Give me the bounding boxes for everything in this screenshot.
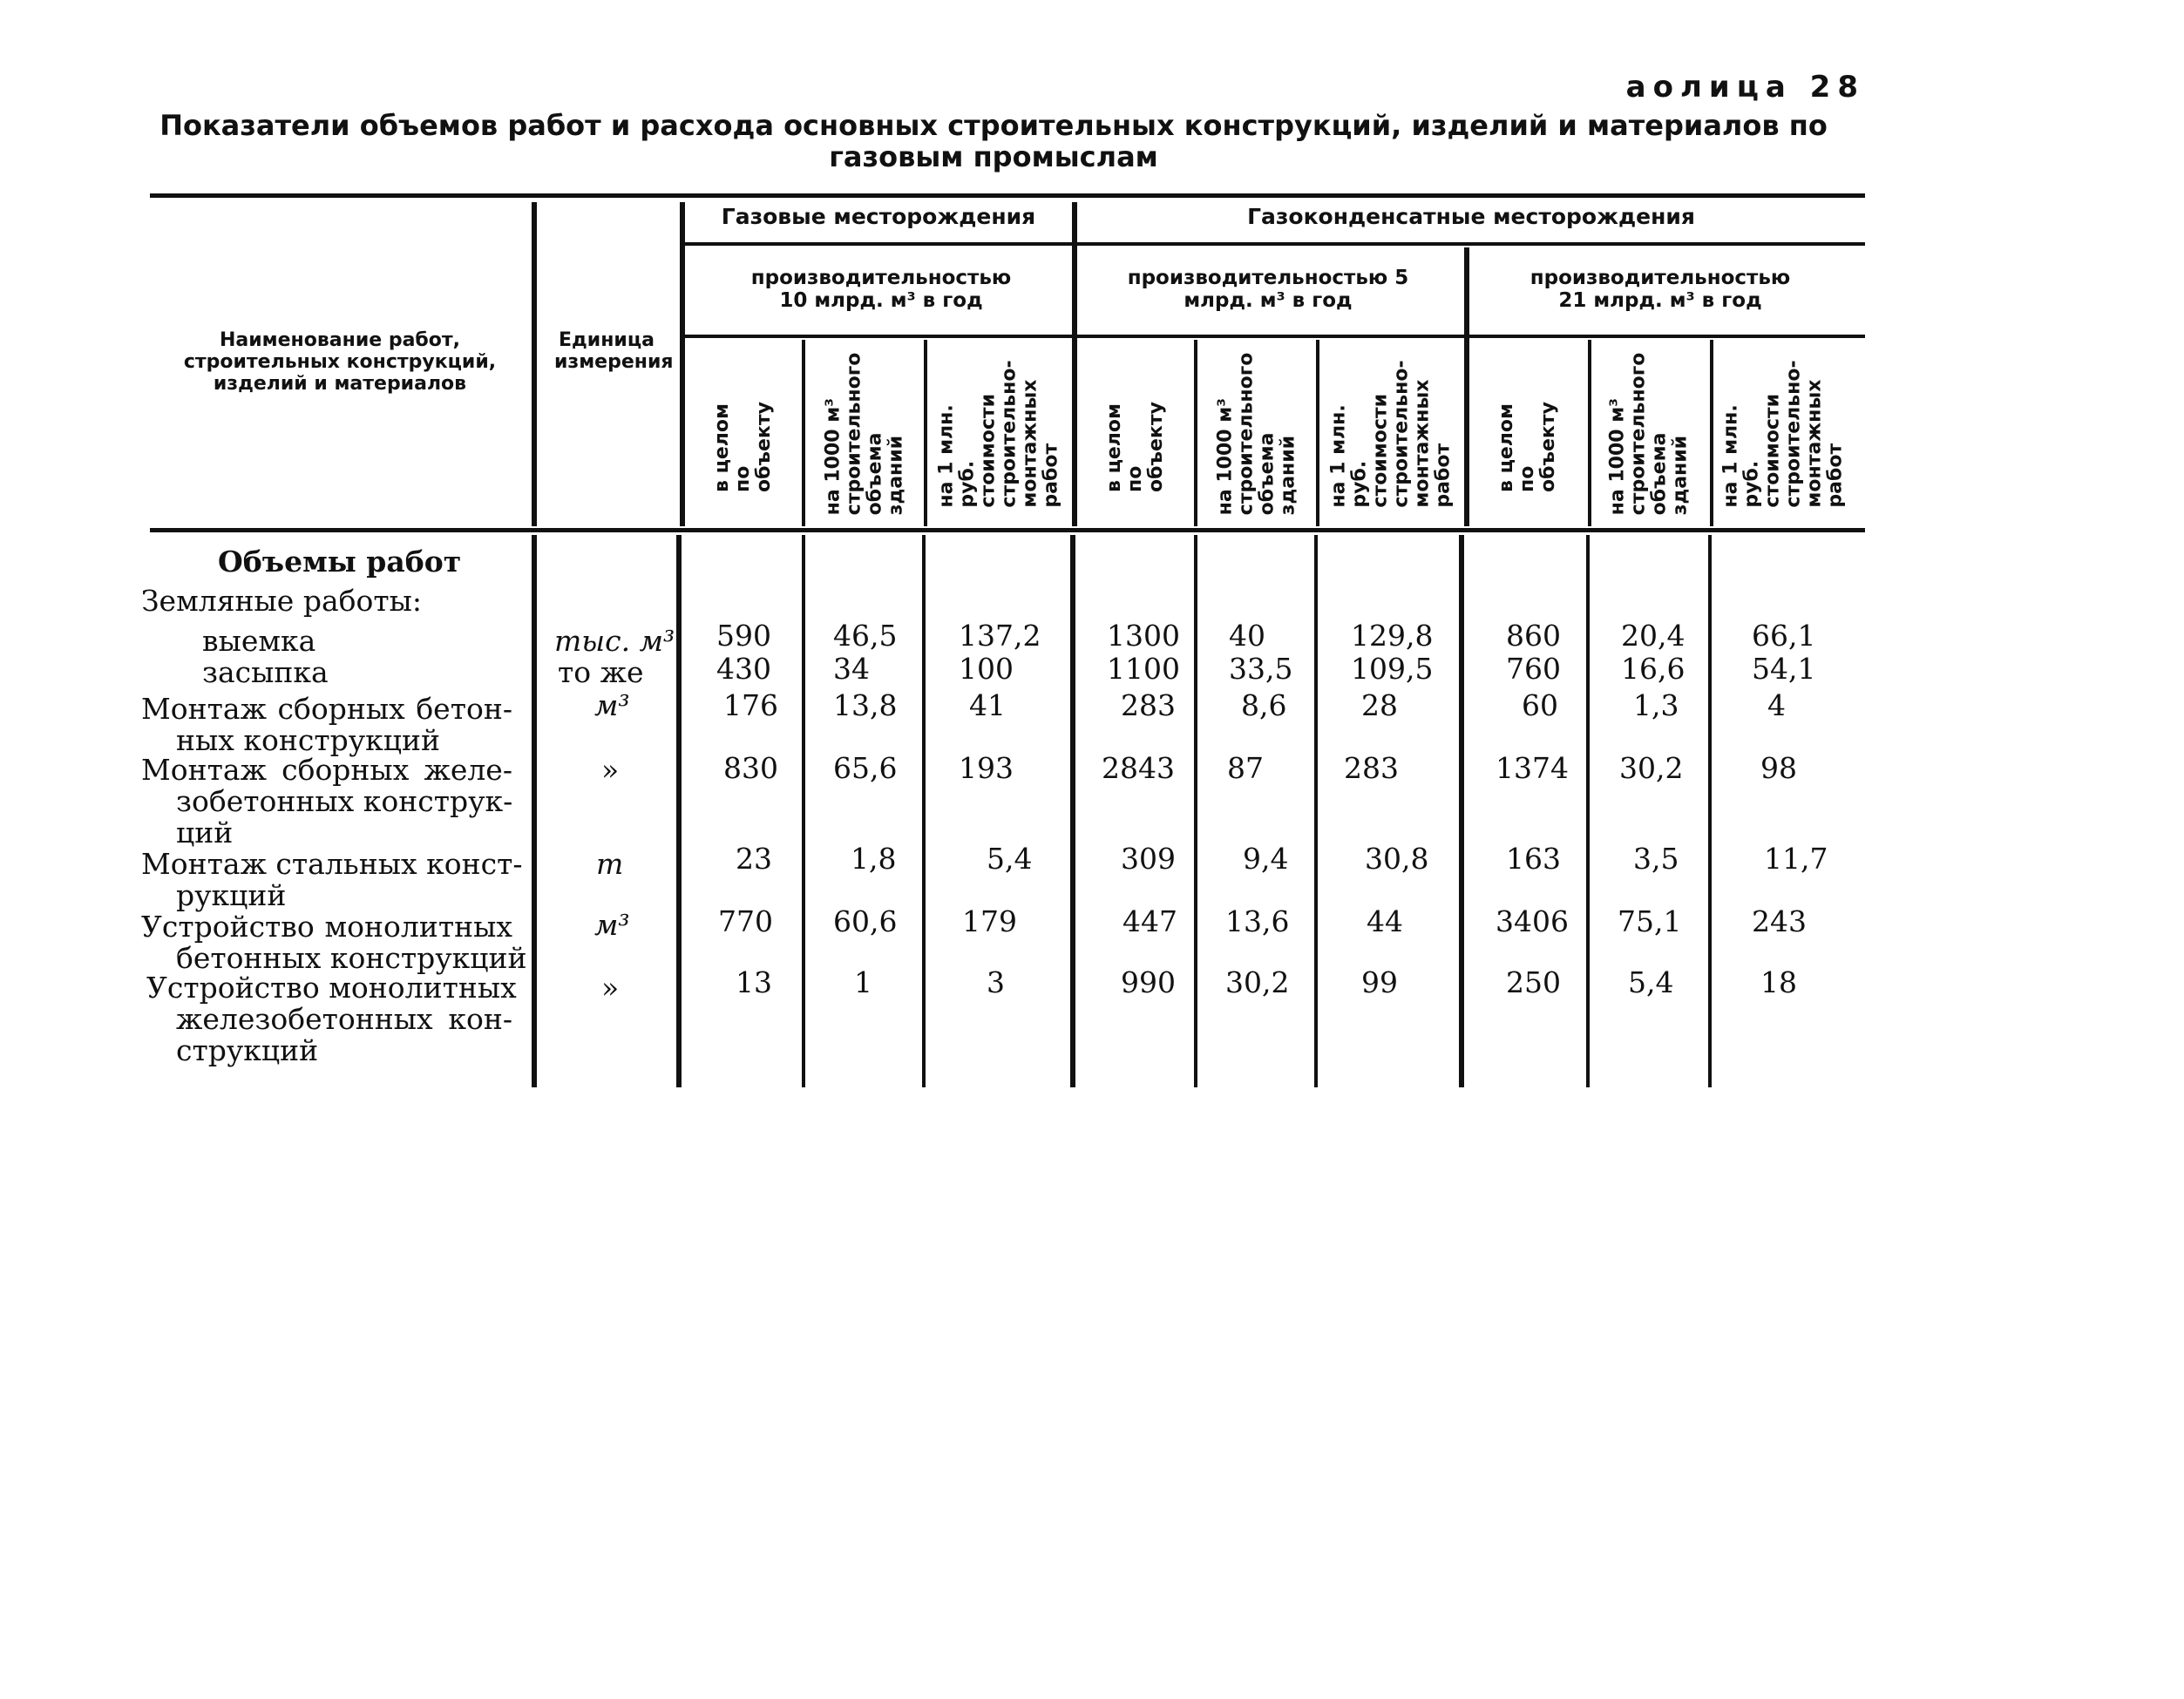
cell-value: 16,6 [1621, 652, 1685, 686]
vrule-col7 [1586, 535, 1590, 1087]
cell-value: 60,6 [833, 904, 898, 938]
row-name-ustr-zhb-1: Устройство монолитных [146, 971, 517, 1005]
vrule-col1 [802, 535, 805, 1087]
header-col-per1000-cond21: на 1000 м³ строительного объема зданий [1606, 352, 1691, 515]
cell-value: 137,2 [959, 619, 1041, 653]
cell-value: 3,5 [1633, 842, 1679, 876]
row-name-montazh-stal-1: Монтаж стальных конст- [141, 847, 523, 881]
cell-value: 41 [969, 688, 1006, 722]
cell-value: 9,4 [1243, 842, 1289, 876]
cell-value: 46,5 [833, 619, 898, 653]
sub-rule-cond [1077, 335, 1865, 338]
cell-value: 1,3 [1633, 688, 1679, 722]
cell-value: 1374 [1496, 751, 1569, 785]
cell-value: 20,4 [1621, 619, 1685, 653]
header-bottom-rule [150, 528, 1865, 532]
cell-value: 243 [1752, 904, 1807, 938]
header-group-gas: Газовые месторождения [721, 204, 1036, 229]
cell-value: 99 [1361, 965, 1398, 999]
cell-value: 860 [1506, 619, 1561, 653]
row-name-zasypka: засыпка [202, 655, 329, 689]
cell-value: 193 [959, 751, 1014, 785]
cell-value: 1300 [1107, 619, 1180, 653]
vrule-col8 [1708, 535, 1712, 1087]
cell-value: 430 [716, 652, 771, 686]
table-top-rule [150, 193, 1865, 198]
row-name-montazh-stal-2: рукций [176, 878, 287, 912]
header-sub-cond-5: производительностью 5 млрд. м³ в год [1127, 267, 1409, 312]
header-col-per1000-cond5: на 1000 м³ строительного объема зданий [1214, 352, 1299, 515]
row-unit: м³ [594, 688, 630, 722]
section-heading: Объемы работ [218, 545, 462, 579]
cell-value: 283 [1121, 688, 1176, 722]
cell-value: 33,5 [1229, 652, 1293, 686]
cell-value: 100 [959, 652, 1014, 686]
header-col-total-gas10: в целом по объекту [711, 401, 775, 492]
row-unit: м³ [594, 908, 630, 942]
cell-value: 990 [1121, 965, 1176, 999]
row-name-montazh-zhb-3: ций [176, 816, 234, 850]
cell-value: 447 [1123, 904, 1177, 938]
header-group-condensate: Газоконденсатные месторождения [1247, 204, 1695, 229]
cell-value: 179 [962, 904, 1017, 938]
vrule-col5 [1314, 535, 1318, 1087]
header-col-per1000-gas10: на 1000 м³ строительного объема зданий [822, 352, 906, 515]
cell-value: 13,6 [1225, 904, 1290, 938]
page-title: Показатели объемов работ и расхода основных строительных конструкций, изделий и материалов по газовым промыслам [159, 109, 1828, 173]
cell-value: 590 [716, 619, 771, 653]
header-col-total-cond21: в целом по объекту [1496, 401, 1559, 492]
header-col-permln-cond21: на 1 млн. руб. стоимости строительно-монтажных работ [1720, 359, 1848, 508]
vrule-cond5-cond21 [1459, 535, 1464, 1087]
cell-value: 66,1 [1752, 619, 1816, 653]
cell-value: 2843 [1102, 751, 1175, 785]
cell-value: 1 [854, 965, 872, 999]
row-name-montazh-beton-2: ных конструкций [176, 723, 440, 757]
cell-value: 309 [1121, 842, 1176, 876]
cell-value: 13 [736, 965, 772, 999]
cell-value: 30,2 [1619, 751, 1684, 785]
vrule-name-unit [532, 535, 537, 1087]
sub-rule-gas [685, 335, 1074, 338]
row-unit: то же [558, 655, 644, 689]
row-name-ustr-beton-2: бетонных конструкций [176, 941, 527, 975]
cell-value: 30,8 [1365, 842, 1429, 876]
cell-value: 98 [1760, 751, 1797, 785]
cell-value: 109,5 [1351, 652, 1434, 686]
vrule-gas-cond [1070, 535, 1075, 1087]
cell-value: 3 [987, 965, 1005, 999]
cell-value: 54,1 [1752, 652, 1816, 686]
vrule-col2 [922, 535, 926, 1087]
header-col-permln-cond5: на 1 млн. руб. стоимости строительно-монтажных работ [1328, 359, 1455, 508]
cell-value: 8,6 [1241, 688, 1287, 722]
cell-value: 44 [1367, 904, 1403, 938]
cell-value: 1,8 [851, 842, 897, 876]
row-name-ustr-zhb-3: струкций [176, 1033, 319, 1067]
cell-value: 5,4 [1628, 965, 1674, 999]
cell-value: 13,8 [833, 688, 898, 722]
cell-value: 28 [1361, 688, 1398, 722]
header-sub-cond-21: производительностью 21 млрд. м³ в год [1529, 267, 1791, 312]
cell-value: 18 [1760, 965, 1797, 999]
row-unit: тыс. м³ [554, 624, 675, 658]
header-name-col: Наименование работ, строительных конструкций, изделий и материалов [183, 329, 497, 395]
cell-value: 250 [1506, 965, 1561, 999]
cell-value: 163 [1506, 842, 1561, 876]
cell-value: 60 [1522, 688, 1558, 722]
cell-value: 129,8 [1351, 619, 1434, 653]
row-name-ustr-zhb-2: железобетонных кон- [176, 1002, 512, 1036]
cell-value: 5,4 [987, 842, 1033, 876]
cell-value: 1100 [1107, 652, 1180, 686]
cell-value: 770 [718, 904, 773, 938]
cell-value: 760 [1506, 652, 1561, 686]
cell-value: 11,7 [1764, 842, 1828, 876]
vrule-unit-data [676, 535, 682, 1087]
cell-value: 34 [833, 652, 870, 686]
row-unit: » [601, 753, 620, 787]
row-name-vyemka: выемка [202, 624, 316, 658]
cell-value: 87 [1227, 751, 1264, 785]
header-sub-gas-10: производительностью 10 млрд. м³ в год [750, 267, 1012, 312]
table-number: аолица 28 [1625, 70, 1865, 105]
group-rule-gas [685, 242, 1074, 246]
row-name-montazh-zhb-2: зобетонных конструк- [176, 784, 513, 818]
cell-value: 3406 [1496, 904, 1569, 938]
row-unit: » [601, 971, 620, 1005]
group-rule-condensate [1077, 242, 1865, 246]
row-name-montazh-zhb-1: Монтаж сборных желе- [141, 753, 512, 787]
cell-value: 176 [723, 688, 778, 722]
cell-value: 4 [1767, 688, 1786, 722]
header-col-total-cond5: в целом по объекту [1103, 401, 1167, 492]
row-name-ustr-beton-1: Устройство монолитных [141, 910, 512, 944]
cell-value: 23 [736, 842, 772, 876]
vrule-col4 [1194, 535, 1197, 1087]
cell-value: 65,6 [833, 751, 898, 785]
group-label: Земляные работы: [141, 584, 422, 618]
row-unit: т [596, 847, 624, 881]
cell-value: 30,2 [1225, 965, 1290, 999]
cell-value: 40 [1229, 619, 1265, 653]
row-name-montazh-beton-1: Монтаж сборных бетон- [141, 692, 512, 726]
cell-value: 830 [723, 751, 778, 785]
header-col-permln-gas10: на 1 млн. руб. стоимости строительно-монтажных работ [936, 359, 1063, 508]
vrule-name-unit-header [532, 202, 537, 526]
header-unit-col: Единица измерения [554, 329, 674, 373]
cell-value: 283 [1344, 751, 1399, 785]
cell-value: 75,1 [1618, 904, 1682, 938]
